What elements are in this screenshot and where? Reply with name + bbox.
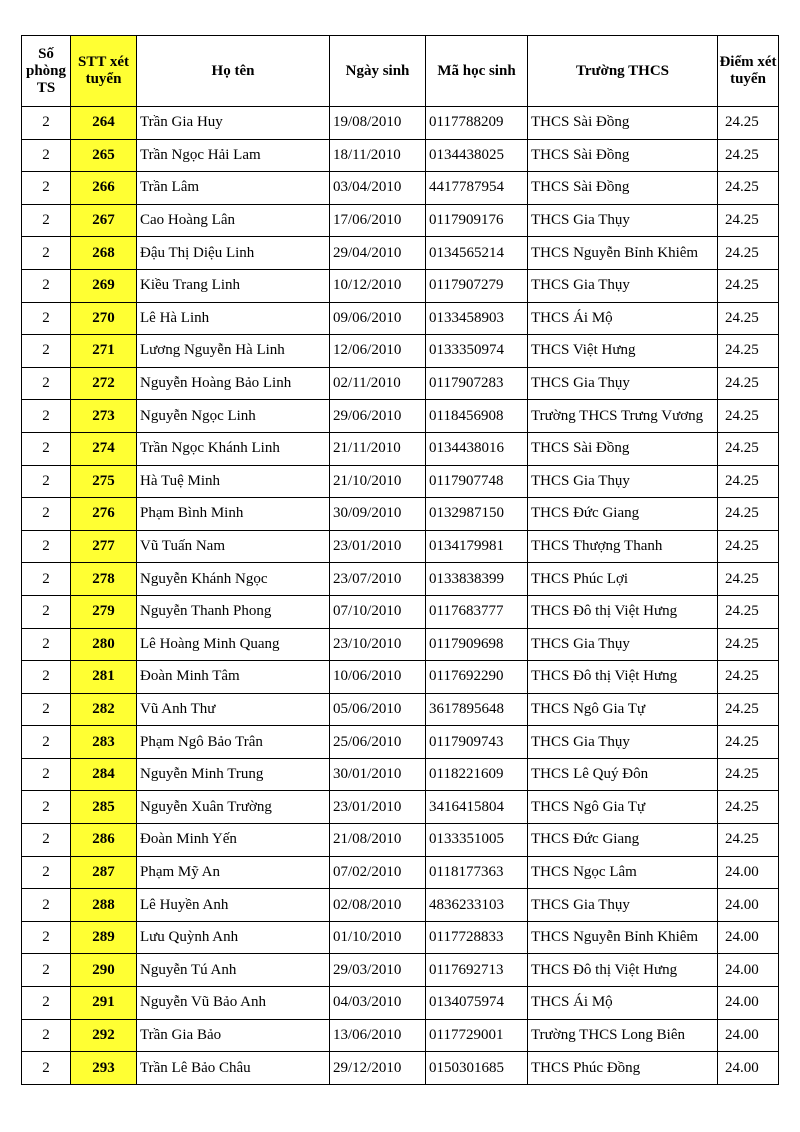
- cell-name: Nguyễn Minh Trung: [137, 758, 330, 791]
- cell-school: THCS Sài Đồng: [528, 107, 718, 140]
- cell-name: Đậu Thị Diệu Linh: [137, 237, 330, 270]
- cell-stt: 282: [71, 693, 137, 726]
- cell-dob: 21/08/2010: [330, 824, 426, 857]
- cell-stt: 286: [71, 824, 137, 857]
- cell-name: Nguyễn Vũ Bảo Anh: [137, 987, 330, 1020]
- cell-school: Trường THCS Long Biên: [528, 1019, 718, 1052]
- cell-school: THCS Đức Giang: [528, 498, 718, 531]
- header-stt: STT xét tuyển: [71, 36, 137, 107]
- cell-room: 2: [22, 367, 71, 400]
- cell-stt: 264: [71, 107, 137, 140]
- cell-room: 2: [22, 824, 71, 857]
- cell-stt: 281: [71, 661, 137, 694]
- header-row: [22, 36, 779, 107]
- table-row: [22, 204, 779, 237]
- cell-school: THCS Gia Thụy: [528, 465, 718, 498]
- cell-dob: 29/12/2010: [330, 1052, 426, 1085]
- cell-school: THCS Gia Thụy: [528, 726, 718, 759]
- cell-score: 24.25: [718, 432, 779, 465]
- cell-stt: 289: [71, 921, 137, 954]
- cell-room: 2: [22, 498, 71, 531]
- cell-name: Trần Ngọc Hải Lam: [137, 139, 330, 172]
- cell-room: 2: [22, 791, 71, 824]
- cell-school: THCS Sài Đồng: [528, 172, 718, 205]
- cell-school: THCS Đức Giang: [528, 824, 718, 857]
- cell-score: 24.25: [718, 465, 779, 498]
- cell-dob: 13/06/2010: [330, 1019, 426, 1052]
- cell-dob: 12/06/2010: [330, 335, 426, 368]
- cell-name: Lê Hà Linh: [137, 302, 330, 335]
- cell-score: 24.25: [718, 172, 779, 205]
- cell-name: Vũ Tuấn Nam: [137, 530, 330, 563]
- cell-dob: 19/08/2010: [330, 107, 426, 140]
- cell-dob: 09/06/2010: [330, 302, 426, 335]
- cell-school: THCS Ngọc Lâm: [528, 856, 718, 889]
- cell-score: 24.25: [718, 693, 779, 726]
- table-row: [22, 498, 779, 531]
- cell-dob: 30/01/2010: [330, 758, 426, 791]
- cell-name: Nguyễn Tú Anh: [137, 954, 330, 987]
- cell-school: THCS Đô thị Việt Hưng: [528, 954, 718, 987]
- cell-dob: 07/02/2010: [330, 856, 426, 889]
- cell-room: 2: [22, 172, 71, 205]
- table-row: [22, 921, 779, 954]
- cell-score: 24.25: [718, 204, 779, 237]
- table-row: [22, 1052, 779, 1085]
- table-row: [22, 563, 779, 596]
- cell-name: Trần Lâm: [137, 172, 330, 205]
- cell-stt: 270: [71, 302, 137, 335]
- cell-school: THCS Nguyễn Bỉnh Khiêm: [528, 237, 718, 270]
- cell-room: 2: [22, 432, 71, 465]
- cell-stt: 266: [71, 172, 137, 205]
- cell-stt: 284: [71, 758, 137, 791]
- cell-name: Phạm Mỹ An: [137, 856, 330, 889]
- cell-dob: 21/10/2010: [330, 465, 426, 498]
- cell-room: 2: [22, 921, 71, 954]
- cell-school: THCS Gia Thụy: [528, 889, 718, 922]
- cell-school: Trường THCS Trưng Vương: [528, 400, 718, 433]
- table-row: [22, 107, 779, 140]
- cell-score: 24.25: [718, 335, 779, 368]
- cell-score: 24.25: [718, 302, 779, 335]
- cell-school: THCS Ái Mộ: [528, 987, 718, 1020]
- cell-score: 24.25: [718, 791, 779, 824]
- table-row: [22, 302, 779, 335]
- cell-dob: 21/11/2010: [330, 432, 426, 465]
- cell-stt: 287: [71, 856, 137, 889]
- cell-stt: 279: [71, 595, 137, 628]
- cell-student-id: 0117729001: [426, 1019, 528, 1052]
- cell-name: Đoàn Minh Yến: [137, 824, 330, 857]
- cell-student-id: 4836233103: [426, 889, 528, 922]
- cell-name: Lê Huyền Anh: [137, 889, 330, 922]
- cell-dob: 18/11/2010: [330, 139, 426, 172]
- cell-name: Nguyễn Xuân Trường: [137, 791, 330, 824]
- cell-room: 2: [22, 139, 71, 172]
- cell-name: Cao Hoàng Lân: [137, 204, 330, 237]
- cell-name: Lê Hoàng Minh Quang: [137, 628, 330, 661]
- cell-student-id: 0133838399: [426, 563, 528, 596]
- cell-school: THCS Lê Quý Đôn: [528, 758, 718, 791]
- cell-school: THCS Gia Thụy: [528, 269, 718, 302]
- cell-stt: 276: [71, 498, 137, 531]
- cell-school: THCS Sài Đồng: [528, 432, 718, 465]
- cell-dob: 02/08/2010: [330, 889, 426, 922]
- table-row: [22, 530, 779, 563]
- table-row: [22, 335, 779, 368]
- cell-score: 24.25: [718, 824, 779, 857]
- cell-room: 2: [22, 302, 71, 335]
- cell-dob: 07/10/2010: [330, 595, 426, 628]
- cell-student-id: 0133350974: [426, 335, 528, 368]
- table-row: [22, 791, 779, 824]
- cell-room: 2: [22, 693, 71, 726]
- cell-room: 2: [22, 726, 71, 759]
- cell-room: 2: [22, 530, 71, 563]
- table-row: [22, 400, 779, 433]
- cell-room: 2: [22, 954, 71, 987]
- cell-score: 24.25: [718, 269, 779, 302]
- cell-name: Hà Tuệ Minh: [137, 465, 330, 498]
- cell-room: 2: [22, 465, 71, 498]
- table-row: [22, 856, 779, 889]
- cell-name: Phạm Ngô Bảo Trân: [137, 726, 330, 759]
- cell-score: 24.00: [718, 954, 779, 987]
- cell-student-id: 0117909176: [426, 204, 528, 237]
- cell-dob: 17/06/2010: [330, 204, 426, 237]
- cell-stt: 283: [71, 726, 137, 759]
- cell-dob: 02/11/2010: [330, 367, 426, 400]
- cell-score: 24.25: [718, 758, 779, 791]
- cell-stt: 271: [71, 335, 137, 368]
- cell-student-id: 0117907748: [426, 465, 528, 498]
- cell-student-id: 0117909698: [426, 628, 528, 661]
- cell-room: 2: [22, 563, 71, 596]
- cell-dob: 25/06/2010: [330, 726, 426, 759]
- cell-dob: 04/03/2010: [330, 987, 426, 1020]
- cell-dob: 23/07/2010: [330, 563, 426, 596]
- cell-room: 2: [22, 1052, 71, 1085]
- table-row: [22, 693, 779, 726]
- table-row: [22, 1019, 779, 1052]
- table-row: [22, 595, 779, 628]
- cell-dob: 23/01/2010: [330, 530, 426, 563]
- cell-stt: 288: [71, 889, 137, 922]
- cell-school: THCS Nguyễn Bỉnh Khiêm: [528, 921, 718, 954]
- cell-student-id: 0134565214: [426, 237, 528, 270]
- cell-student-id: 0132987150: [426, 498, 528, 531]
- cell-stt: 267: [71, 204, 137, 237]
- table-row: [22, 269, 779, 302]
- cell-room: 2: [22, 237, 71, 270]
- cell-name: Đoàn Minh Tâm: [137, 661, 330, 694]
- cell-score: 24.25: [718, 661, 779, 694]
- cell-dob: 29/06/2010: [330, 400, 426, 433]
- cell-dob: 05/06/2010: [330, 693, 426, 726]
- cell-name: Lưu Quỳnh Anh: [137, 921, 330, 954]
- cell-student-id: 0134438025: [426, 139, 528, 172]
- cell-score: 24.25: [718, 237, 779, 270]
- table-row: [22, 954, 779, 987]
- cell-school: THCS Ái Mộ: [528, 302, 718, 335]
- cell-score: 24.25: [718, 367, 779, 400]
- cell-name: Nguyễn Ngọc Linh: [137, 400, 330, 433]
- cell-student-id: 0117728833: [426, 921, 528, 954]
- cell-score: 24.25: [718, 726, 779, 759]
- cell-room: 2: [22, 595, 71, 628]
- cell-school: THCS Việt Hưng: [528, 335, 718, 368]
- cell-name: Trần Lê Bảo Châu: [137, 1052, 330, 1085]
- cell-school: THCS Đô thị Việt Hưng: [528, 661, 718, 694]
- cell-score: 24.00: [718, 921, 779, 954]
- cell-student-id: 3416415804: [426, 791, 528, 824]
- cell-stt: 285: [71, 791, 137, 824]
- cell-student-id: 0134075974: [426, 987, 528, 1020]
- cell-student-id: 0117692713: [426, 954, 528, 987]
- cell-score: 24.25: [718, 107, 779, 140]
- cell-stt: 272: [71, 367, 137, 400]
- cell-score: 24.25: [718, 595, 779, 628]
- table-row: [22, 758, 779, 791]
- cell-room: 2: [22, 107, 71, 140]
- cell-dob: 03/04/2010: [330, 172, 426, 205]
- cell-stt: 280: [71, 628, 137, 661]
- cell-score: 24.00: [718, 856, 779, 889]
- header-school: Trường THCS: [528, 36, 718, 107]
- header-name: Họ tên: [137, 36, 330, 107]
- cell-room: 2: [22, 628, 71, 661]
- cell-stt: 269: [71, 269, 137, 302]
- header-dob: Ngày sinh: [330, 36, 426, 107]
- cell-school: THCS Ngô Gia Tự: [528, 791, 718, 824]
- table-row: [22, 987, 779, 1020]
- cell-stt: 268: [71, 237, 137, 270]
- cell-score: 24.25: [718, 628, 779, 661]
- cell-score: 24.25: [718, 139, 779, 172]
- header-score: Điểm xét tuyển: [718, 36, 779, 107]
- cell-score: 24.00: [718, 889, 779, 922]
- cell-student-id: 0118456908: [426, 400, 528, 433]
- table-row: [22, 139, 779, 172]
- table-row: [22, 172, 779, 205]
- cell-room: 2: [22, 987, 71, 1020]
- cell-room: 2: [22, 400, 71, 433]
- cell-dob: 10/12/2010: [330, 269, 426, 302]
- cell-name: Trần Gia Huy: [137, 107, 330, 140]
- cell-room: 2: [22, 204, 71, 237]
- cell-school: THCS Phúc Lợi: [528, 563, 718, 596]
- cell-student-id: 0117788209: [426, 107, 528, 140]
- cell-student-id: 0118221609: [426, 758, 528, 791]
- cell-student-id: 0117907279: [426, 269, 528, 302]
- table-row: [22, 628, 779, 661]
- cell-school: THCS Đô thị Việt Hưng: [528, 595, 718, 628]
- cell-dob: 29/04/2010: [330, 237, 426, 270]
- table-row: [22, 432, 779, 465]
- candidate-table: [21, 35, 779, 1085]
- cell-student-id: 0117907283: [426, 367, 528, 400]
- cell-student-id: 3617895648: [426, 693, 528, 726]
- cell-school: THCS Gia Thụy: [528, 628, 718, 661]
- cell-stt: 293: [71, 1052, 137, 1085]
- cell-name: Trần Ngọc Khánh Linh: [137, 432, 330, 465]
- cell-room: 2: [22, 661, 71, 694]
- cell-dob: 30/09/2010: [330, 498, 426, 531]
- cell-score: 24.25: [718, 563, 779, 596]
- cell-name: Lương Nguyễn Hà Linh: [137, 335, 330, 368]
- cell-student-id: 0134179981: [426, 530, 528, 563]
- cell-school: THCS Sài Đồng: [528, 139, 718, 172]
- cell-room: 2: [22, 335, 71, 368]
- cell-room: 2: [22, 758, 71, 791]
- cell-name: Nguyễn Hoàng Bảo Linh: [137, 367, 330, 400]
- cell-school: THCS Phúc Đồng: [528, 1052, 718, 1085]
- cell-school: THCS Gia Thụy: [528, 367, 718, 400]
- cell-score: 24.00: [718, 987, 779, 1020]
- cell-student-id: 0134438016: [426, 432, 528, 465]
- cell-room: 2: [22, 1019, 71, 1052]
- cell-stt: 290: [71, 954, 137, 987]
- cell-score: 24.25: [718, 530, 779, 563]
- cell-dob: 10/06/2010: [330, 661, 426, 694]
- header-student-id: Mã học sinh: [426, 36, 528, 107]
- table-row: [22, 726, 779, 759]
- cell-name: Phạm Bình Minh: [137, 498, 330, 531]
- cell-score: 24.25: [718, 400, 779, 433]
- cell-score: 24.00: [718, 1019, 779, 1052]
- cell-name: Trần Gia Bảo: [137, 1019, 330, 1052]
- cell-room: 2: [22, 856, 71, 889]
- cell-name: Nguyễn Thanh Phong: [137, 595, 330, 628]
- cell-room: 2: [22, 889, 71, 922]
- table-row: [22, 237, 779, 270]
- cell-student-id: 4417787954: [426, 172, 528, 205]
- header-room: Số phòng TS: [22, 36, 71, 107]
- cell-dob: 23/01/2010: [330, 791, 426, 824]
- cell-student-id: 0118177363: [426, 856, 528, 889]
- cell-name: Nguyễn Khánh Ngọc: [137, 563, 330, 596]
- cell-dob: 29/03/2010: [330, 954, 426, 987]
- cell-student-id: 0133458903: [426, 302, 528, 335]
- cell-school: THCS Gia Thụy: [528, 204, 718, 237]
- cell-dob: 01/10/2010: [330, 921, 426, 954]
- cell-stt: 278: [71, 563, 137, 596]
- cell-student-id: 0117683777: [426, 595, 528, 628]
- cell-room: 2: [22, 269, 71, 302]
- cell-score: 24.25: [718, 498, 779, 531]
- cell-stt: 265: [71, 139, 137, 172]
- table-row: [22, 465, 779, 498]
- cell-student-id: 0133351005: [426, 824, 528, 857]
- table-row: [22, 889, 779, 922]
- cell-name: Kiều Trang Linh: [137, 269, 330, 302]
- table-row: [22, 367, 779, 400]
- cell-stt: 291: [71, 987, 137, 1020]
- cell-school: THCS Ngô Gia Tự: [528, 693, 718, 726]
- cell-name: Vũ Anh Thư: [137, 693, 330, 726]
- cell-stt: 275: [71, 465, 137, 498]
- cell-stt: 273: [71, 400, 137, 433]
- table-row: [22, 824, 779, 857]
- cell-stt: 292: [71, 1019, 137, 1052]
- cell-student-id: 0117692290: [426, 661, 528, 694]
- table-row: [22, 661, 779, 694]
- cell-school: THCS Thượng Thanh: [528, 530, 718, 563]
- cell-stt: 274: [71, 432, 137, 465]
- cell-dob: 23/10/2010: [330, 628, 426, 661]
- cell-student-id: 0117909743: [426, 726, 528, 759]
- cell-stt: 277: [71, 530, 137, 563]
- cell-student-id: 0150301685: [426, 1052, 528, 1085]
- cell-score: 24.00: [718, 1052, 779, 1085]
